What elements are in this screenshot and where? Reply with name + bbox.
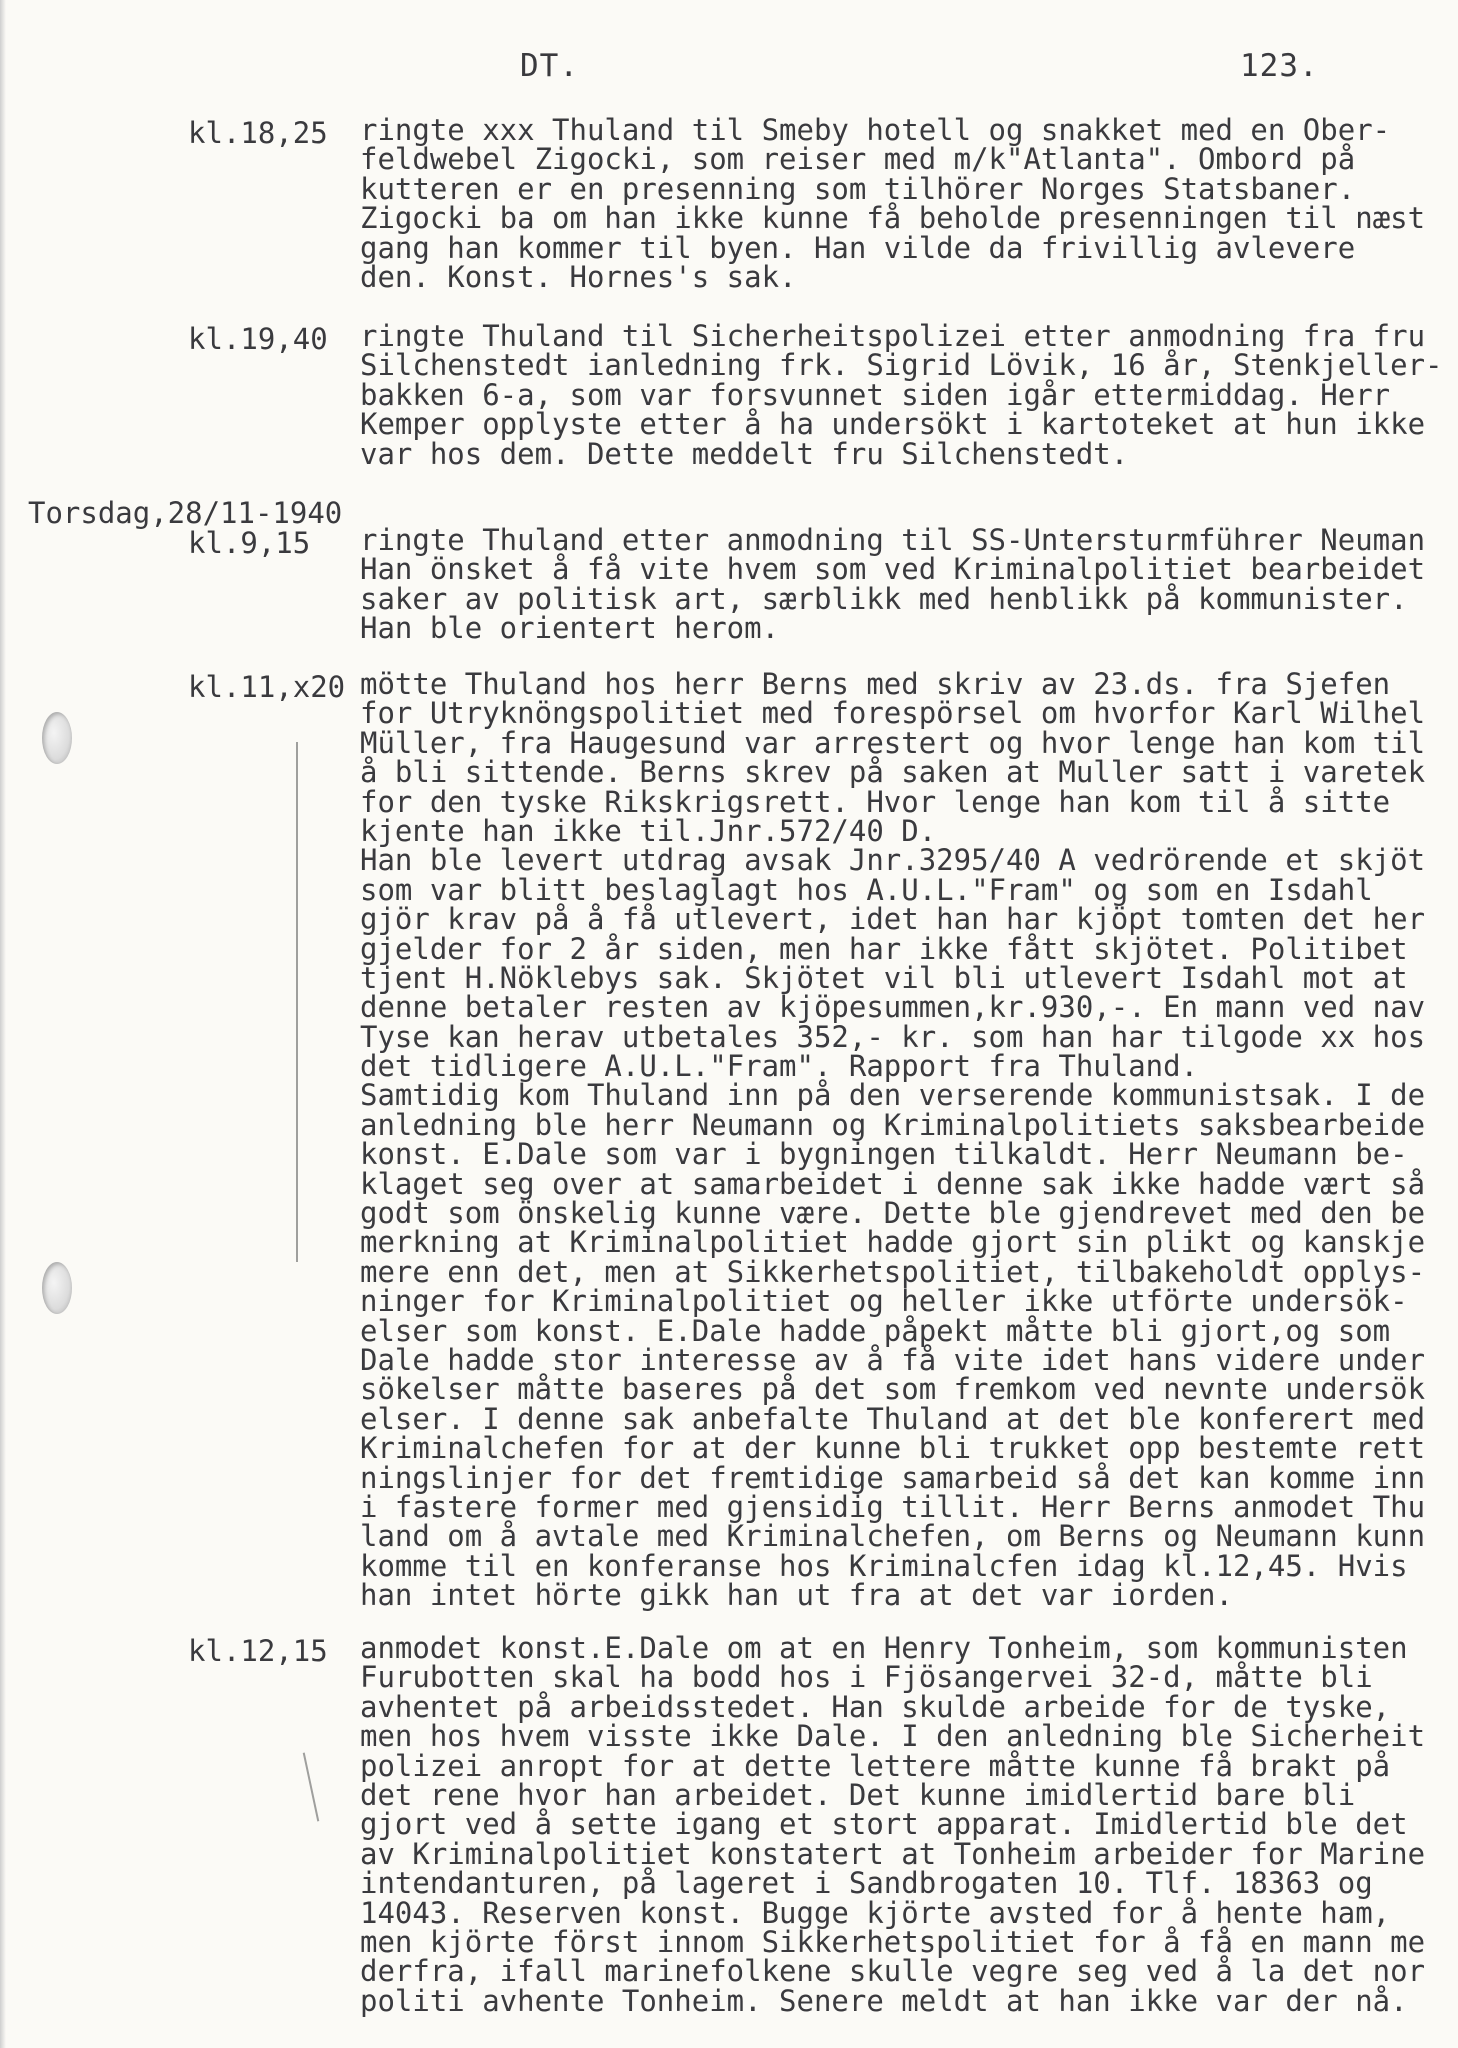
- text-line: ninger for Kriminalpolitiet og heller ikke utförte undersök-: [360, 1284, 1408, 1319]
- text-line: komme til en konferanse hos Kriminalcfen idag kl.12,45. Hvis: [360, 1548, 1408, 1583]
- text-line: saker av politisk art, særblikk med henblikk på kommunister.: [360, 581, 1408, 616]
- text-line: denne betaler resten av kjöpesummen,kr.930,-. En mann ved nav: [360, 990, 1426, 1025]
- text-line: men hos hvem visste ikke Dale. I den anledning ble Sicherheit: [360, 1719, 1426, 1754]
- text-line: var hos dem. Dette meddelt fru Silchenstedt.: [360, 436, 1129, 471]
- punch-hole-upper: [42, 712, 72, 764]
- entry-text: [360, 1631, 1440, 2018]
- text-line: den. Konst. Hornes's sak.: [360, 259, 797, 294]
- text-line: Kriminalchefen for at der kunne bli trukket opp bestemte rett: [360, 1431, 1426, 1466]
- text-line: kjente han ikke til.Jnr.572/40 D.: [360, 813, 937, 848]
- margin-tick-mark: [303, 1753, 320, 1822]
- text-line: intendanturen, på lageret i Sandbrogaten 10. Tlf. 18363 og: [360, 1866, 1373, 1901]
- text-line: gjör krav på å få utlevert, idet han har kjöpt tomten det her: [360, 902, 1426, 937]
- text-line: klaget seg over at samarbeidet i denne sak ikke hadde vært så: [360, 1166, 1426, 1201]
- text-line: å bli sittende. Berns skrev på saken at Muller satt i varetek: [360, 755, 1426, 790]
- entry-time: kl.18,25: [188, 116, 328, 150]
- entry-time: kl.19,40: [188, 322, 328, 356]
- page-edge-shadow: [0, 0, 6, 2048]
- page-number: 123.: [1240, 48, 1319, 84]
- text-line: Furubotten skal ha bodd hos i Fjösangervei 32-d, måtte bli: [360, 1660, 1373, 1695]
- entry-text: [360, 319, 1443, 471]
- margin-line-mark: [296, 742, 298, 1262]
- text-line: ningslinjer for det fremtidige samarbeid så det kan komme inn: [360, 1460, 1426, 1495]
- text-line: anmodet konst.E.Dale om at en Henry Tonheim, som kommunisten: [360, 1631, 1408, 1665]
- text-line: Han ble orientert herom.: [360, 611, 780, 646]
- text-line: politi avhente Tonheim. Senere meldt at han ikke var der nå.: [360, 1983, 1408, 2018]
- text-line: gang han kommer til byen. Han vilde da frivillig avlevere: [360, 230, 1356, 265]
- text-line: mere enn det, men at Sikkerhetspolitiet, tilbakeholdt opplys-: [360, 1254, 1426, 1289]
- text-line: konst. E.Dale som var i bygningen tilkaldt. Herr Neumann be-: [360, 1137, 1408, 1172]
- entry-text: [360, 667, 1440, 1613]
- entry-text: [360, 113, 1440, 294]
- text-line: Müller, fra Haugesund var arrestert og hvor lenge han kom til: [360, 725, 1426, 760]
- punch-hole-lower: [42, 1262, 72, 1314]
- text-line: gjort ved å sette igang et stort apparat. Imidlertid ble det: [360, 1807, 1408, 1842]
- text-line: i fastere former med gjensidig tillit. Herr Berns anmodet Thu: [360, 1489, 1426, 1524]
- entry-date: Torsdag,28/11-1940: [28, 496, 343, 530]
- text-line: derfra, ifall marinefolkene skulle vegre seg ved å la det nor: [360, 1954, 1426, 1989]
- text-line: Tyse kan herav utbetales 352,- kr. som han har tilgode xx hos: [360, 1019, 1426, 1054]
- text-line: land om å avtale med Kriminalchefen, om Berns og Neumann kunn: [360, 1519, 1426, 1554]
- text-line: Han ble levert utdrag avsak Jnr.3295/40 A vedrörende et skjöt: [360, 843, 1426, 878]
- text-line: det rene hvor han arbeidet. Det kunne imidlertid bare bli: [360, 1777, 1356, 1812]
- text-line: gjelder for 2 år siden, men har ikke fått skjötet. Politibet: [360, 931, 1408, 966]
- text-line: av Kriminalpolitiet konstatert at Tonheim arbeider for Marine: [360, 1836, 1426, 1871]
- text-line: feldwebel Zigocki, som reiser med m/k"Atlanta". Ombord på: [360, 142, 1356, 177]
- text-line: mötte Thuland hos herr Berns med skriv av 23.ds. fra Sjefen: [360, 667, 1391, 701]
- text-line: det tidligere A.U.L."Fram". Rapport fra Thuland.: [360, 1049, 1199, 1084]
- text-line: bakken 6-a, som var forsvunnet siden igår ettermiddag. Herr: [360, 377, 1391, 412]
- text-line: sökelser måtte baseres på det som fremkom ved nevnte undersök: [360, 1372, 1426, 1407]
- text-line: som var blitt beslaglagt hos A.U.L."Fram" og som en Isdahl: [360, 872, 1373, 907]
- text-line: Samtidig kom Thuland inn på den verserende kommunistsak. I de: [360, 1078, 1426, 1113]
- entry-time: kl.11,x20: [188, 670, 346, 704]
- text-line: Zigocki ba om han ikke kunne få beholde presenningen til næst: [360, 201, 1426, 236]
- entry-time: kl.9,15: [188, 526, 311, 560]
- text-line: for den tyske Rikskrigsrett. Hvor lenge han kom til å sitte: [360, 784, 1391, 819]
- text-line: ringte Thuland etter anmodning til SS-Untersturmführer Neuman: [360, 523, 1426, 557]
- text-line: anledning ble herr Neumann og Kriminalpolitiets saksbearbeide: [360, 1107, 1426, 1142]
- text-line: ringte xxx Thuland til Smeby hotell og snakket med en Ober-: [360, 113, 1391, 147]
- text-line: men kjörte först innom Sikkerhetspolitiet for å få en mann me: [360, 1924, 1426, 1959]
- text-line: ringte Thuland til Sicherheitspolizei etter anmodning fra fru: [360, 319, 1426, 353]
- entry-time: kl.12,15: [188, 1634, 328, 1668]
- text-line: Silchenstedt ianledning frk. Sigrid Lövik, 16 år, Stenkjeller-: [360, 348, 1443, 383]
- text-line: 14043. Reserven konst. Bugge kjörte avsted for å hente ham,: [360, 1895, 1391, 1930]
- entry-text: [360, 523, 1440, 646]
- text-line: Han önsket å få vite hvem som ved Kriminalpolitiet bearbeidet: [360, 552, 1426, 587]
- text-line: merkning at Kriminalpolitiet hadde gjort sin plikt og kanskje: [360, 1225, 1426, 1260]
- text-line: avhentet på arbeidsstedet. Han skulde arbeide for de tyske,: [360, 1689, 1391, 1724]
- header-left: DT.: [520, 48, 579, 84]
- text-line: elser som konst. E.Dale hadde påpekt måtte bli gjort,og som: [360, 1313, 1391, 1348]
- text-line: for Utryknöngspolitiet med forespörsel om hvorfor Karl Wilhel: [360, 696, 1426, 731]
- text-line: godt som önskelig kunne være. Dette ble gjendrevet med den be: [360, 1196, 1426, 1231]
- text-line: Dale hadde stor interesse av å få vite idet hans videre under: [360, 1342, 1426, 1377]
- text-line: kutteren er en presenning som tilhörer Norges Statsbaner.: [360, 171, 1356, 206]
- text-line: tjent H.Nöklebys sak. Skjötet vil bli utlevert Isdahl mot at: [360, 960, 1408, 995]
- text-line: elser. I denne sak anbefalte Thuland at det ble konferert med: [360, 1401, 1426, 1436]
- text-line: Kemper opplyste etter å ha undersökt i kartoteket at hun ikke: [360, 407, 1426, 442]
- text-line: han intet hörte gikk han ut fra at det var iorden.: [360, 1578, 1233, 1613]
- text-line: polizei anropt for at dette lettere måtte kunne få brakt på: [360, 1748, 1391, 1783]
